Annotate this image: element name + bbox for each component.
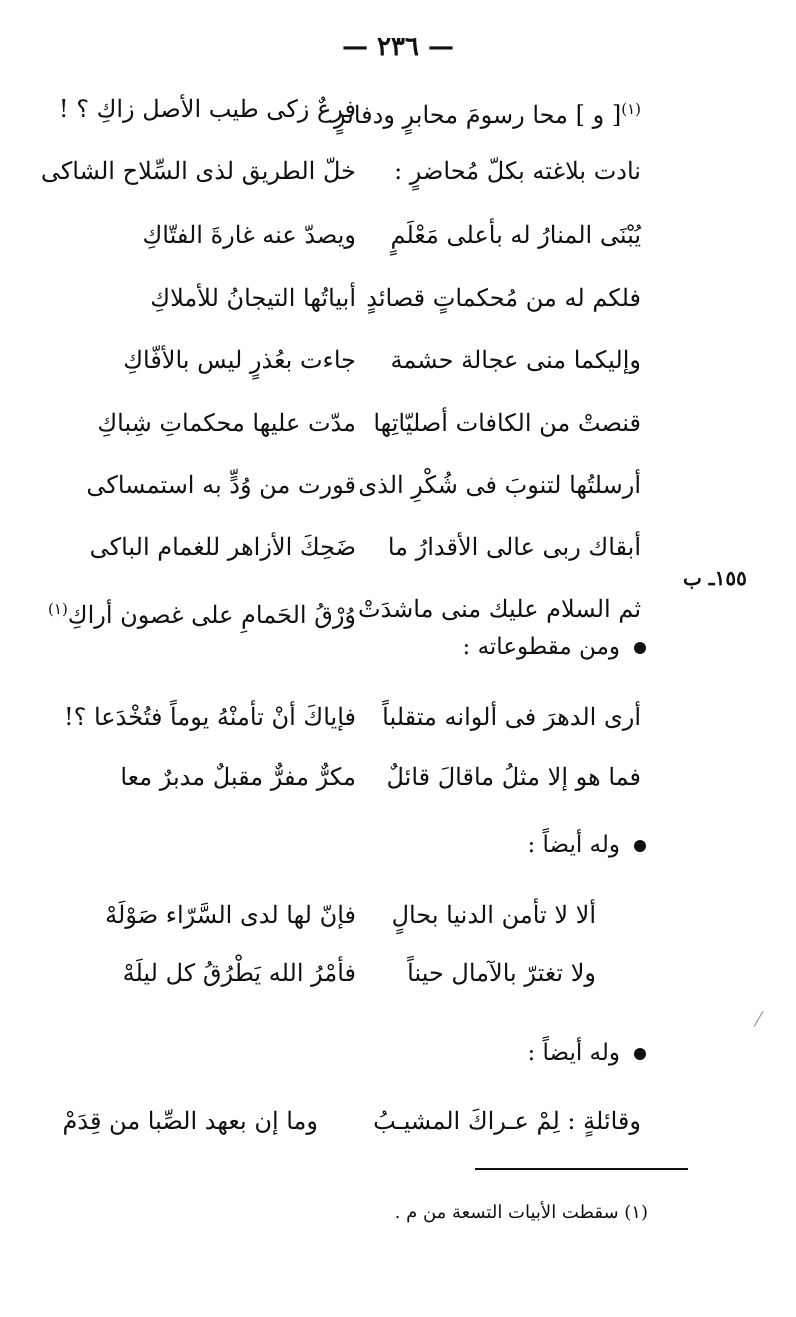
verse-second-hemistich: فإياكَ أنْ تأمنْهُ يوماً فتُخْدَعا ؟!: [63, 703, 356, 731]
verse-second-hemistich: مدّت عليها محكماتِ شِباكِ: [97, 409, 356, 437]
bullet-icon: [634, 1048, 646, 1060]
verse-first-hemistich: ولا تغترّ بالآمال حيناً: [407, 959, 596, 987]
verse-second-hemistich: خلّ الطريق لذى السِّلاح الشاكى: [40, 157, 356, 185]
verse-first-hemistich: $^{(١)}$[ و ] محا رسومَ محابرٍ ودفاترٍ: [333, 100, 641, 129]
section-heading: وله أيضاً :: [527, 832, 646, 858]
verse-second-hemistich: قورت من وُدٍّ به استمساكى: [86, 471, 356, 499]
section-heading: ومن مقطوعاته :: [463, 634, 646, 660]
verse-first-hemistich: أبقاك ربى عالى الأقدارُ ما: [387, 533, 641, 561]
verse-first-hemistich: ألا لا تأمن الدنيا بحالٍ: [391, 901, 596, 929]
verse-first-hemistich: قنصتْ من الكافات أصليّاتِها: [373, 409, 641, 437]
verse-first-hemistich: نادت بلاغته بكلّ مُحاضرٍ :: [394, 157, 641, 185]
section-heading: وله أيضاً :: [527, 1040, 646, 1066]
stray-mark: [754, 1011, 764, 1027]
page-number: — ٢٣٦ —: [341, 32, 455, 62]
verse-second-hemistich: ويصدّ عنه غارةَ الفتّاكِ: [142, 221, 356, 249]
verse-second-hemistich: ضَحِكَ الأزاهر للغمام الباكى: [89, 533, 356, 561]
footnote: (١) سقطت الأبيات التسعة من م .: [394, 1202, 648, 1223]
verse-first-hemistich: أرى الدهرَ فى ألوانه متقلباً: [382, 703, 641, 731]
verse-first-hemistich: وإليكما منى عجالة حشمة: [390, 346, 641, 374]
verse-second-hemistich: فرعٌ زكى طيب الأصل زاكِ ؟ !: [58, 95, 356, 123]
verse-first-hemistich: ثم السلام عليك منى ماشدَتْ: [357, 595, 641, 623]
verse-second-hemistich: وُرْقُ الحَمامِ على غصون أراكِ$^{(١)}$: [48, 600, 356, 629]
manuscript-folio-marker: ١٥٥ـ ب: [683, 566, 747, 590]
footnote-marker: (١): [621, 100, 641, 118]
verse-first-hemistich: فلكم له من مُحكماتٍ قصائدٍ: [366, 284, 641, 312]
verse-second-hemistich: أبياتُها التيجانُ للأملاكِ: [150, 284, 356, 312]
footnote-separator: [475, 1168, 688, 1170]
bullet-icon: [634, 840, 646, 852]
verse-second-hemistich: مكرٌّ مفرٌّ مقبلٌ مدبرٌ معا: [120, 763, 356, 791]
verse-first-hemistich: أرسلتُها لتنوبَ فى شُكْرِ الذى: [358, 471, 641, 499]
verse-first-hemistich: يُبْنَى المنارُ له بأعلى مَعْلَمٍ: [390, 221, 641, 249]
verse-second-hemistich: فأمْرُ الله يَطْرُقُ كل ليلَهْ: [122, 959, 356, 987]
bullet-icon: [634, 642, 646, 654]
verse-first-hemistich: وقائلةٍ : لِمْ عـراكَ المشيـبُ: [373, 1107, 641, 1135]
verse-first-hemistich: فما هو إلا مثلُ ماقالَ قائلٌ: [386, 763, 641, 791]
verse-second-hemistich: فإنّ لها لدى السَّرّاء صَوْلَهْ: [105, 901, 356, 929]
verse-second-hemistich: جاءت بعُذرٍ ليس بالأفّاكِ: [123, 346, 356, 374]
verse-second-hemistich: وما إن بعهد الصِّبا من قِدَمْ: [62, 1107, 318, 1135]
